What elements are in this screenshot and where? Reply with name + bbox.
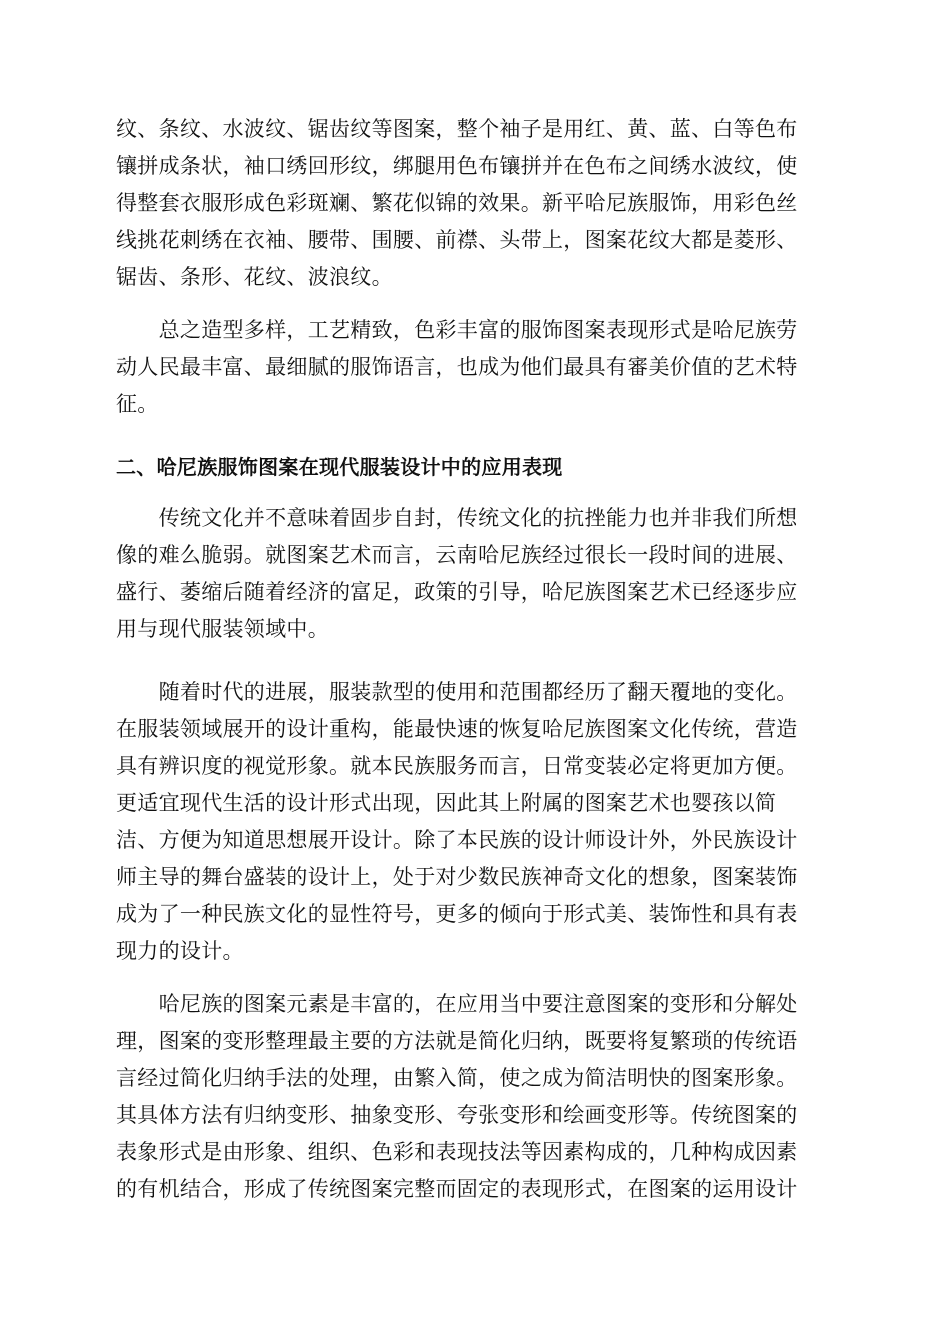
text-line: 征。: [116, 392, 159, 416]
text-line: 盛行、萎缩后随着经济的富足，政策的引导，哈尼族图案艺术已经逐步应: [116, 580, 798, 604]
text-line: 现力的设计。: [116, 939, 244, 963]
text-line: 理，图案的变形整理最主要的方法就是简化归纳，既要将复繁琐的传统语: [116, 1029, 798, 1053]
text-line: 更适宜现代生活的设计形式出现，因此其上附属的图案艺术也婴孩以简: [116, 791, 777, 815]
paragraph-summary: [116, 312, 836, 423]
heading-text: 二、哈尼族服饰图案在现代服装设计中的应用表现: [116, 455, 563, 479]
paragraph-tradition: [116, 500, 836, 648]
text-line: 镶拼成条状，袖口绣回形纹，绑腿用色布镶拼并在色布之间绣水波纹，使: [116, 154, 798, 178]
text-line: 成为了一种民族文化的显性符号，更多的倾向于形式美、装饰性和具有表: [116, 902, 798, 926]
text-line: 用与现代服装领域中。: [116, 617, 329, 641]
text-line: 动人民最丰富、最细腻的服饰语言，也成为他们最具有審美价值的艺术特: [116, 355, 798, 379]
text-line: 哈尼族的图案元素是丰富的，在应用当中要注意图案的变形和分解处: [116, 992, 798, 1016]
paragraph-pattern-elements: [116, 986, 836, 1208]
text-line: 言经过简化归纳手法的处理，由繁入简，使之成为简洁明快的图案形象。: [116, 1066, 798, 1090]
text-line: 洁、方便为知道思想展开设计。除了本民族的设计师设计外，外民族设计: [116, 828, 798, 852]
paragraph-pattern-description: [116, 111, 836, 296]
text-line: 纹、条纹、水波纹、锯齿纹等图案，整个袖子是用红、黄、蓝、白等色布: [116, 117, 798, 141]
text-line: 锯齿、条形、花纹、波浪纹。: [116, 265, 393, 289]
text-line: 的有机结合，形成了传统图案完整而固定的表现形式，在图案的运用设计: [116, 1177, 798, 1201]
text-line: 传统文化并不意味着固步自封，传统文化的抗挫能力也并非我们所想: [116, 506, 798, 530]
text-line: 随着时代的进展，服装款型的使用和范围都经历了翻天覆地的变化。: [116, 680, 798, 704]
text-line: 线挑花刺绣在衣袖、腰带、围腰、前襟、头带上，图案花纹大都是菱形、: [116, 228, 798, 252]
text-line: 总之造型多样，工艺精致，色彩丰富的服饰图案表现形式是哈尼族劳: [116, 318, 798, 342]
text-line: 其具体方法有归纳变形、抽象变形、夸张变形和绘画变形等。传统图案的: [116, 1103, 798, 1127]
text-line: 表象形式是由形象、组织、色彩和表现技法等因素构成的，几种构成因素: [116, 1140, 798, 1164]
text-line: 得整套衣服形成色彩斑斓、繁花似锦的效果。新平哈尼族服饰，用彩色丝: [116, 191, 798, 215]
section-heading: [116, 449, 836, 486]
text-line: 在服装领域展开的设计重构，能最快速的恢复哈尼族图案文化传统，营造: [116, 717, 798, 741]
paragraph-modern-design: [116, 674, 836, 970]
text-line: 师主导的舞台盛装的设计上，处于对少数民族神奇文化的想象，图案装饰: [116, 865, 798, 889]
text-line: 像的难么脆弱。就图案艺术而言，云南哈尼族经过很长一段时间的进展、: [116, 543, 798, 567]
text-line: 具有辨识度的视觉形象。就本民族服务而言，日常变装必定将更加方便。: [116, 754, 798, 778]
